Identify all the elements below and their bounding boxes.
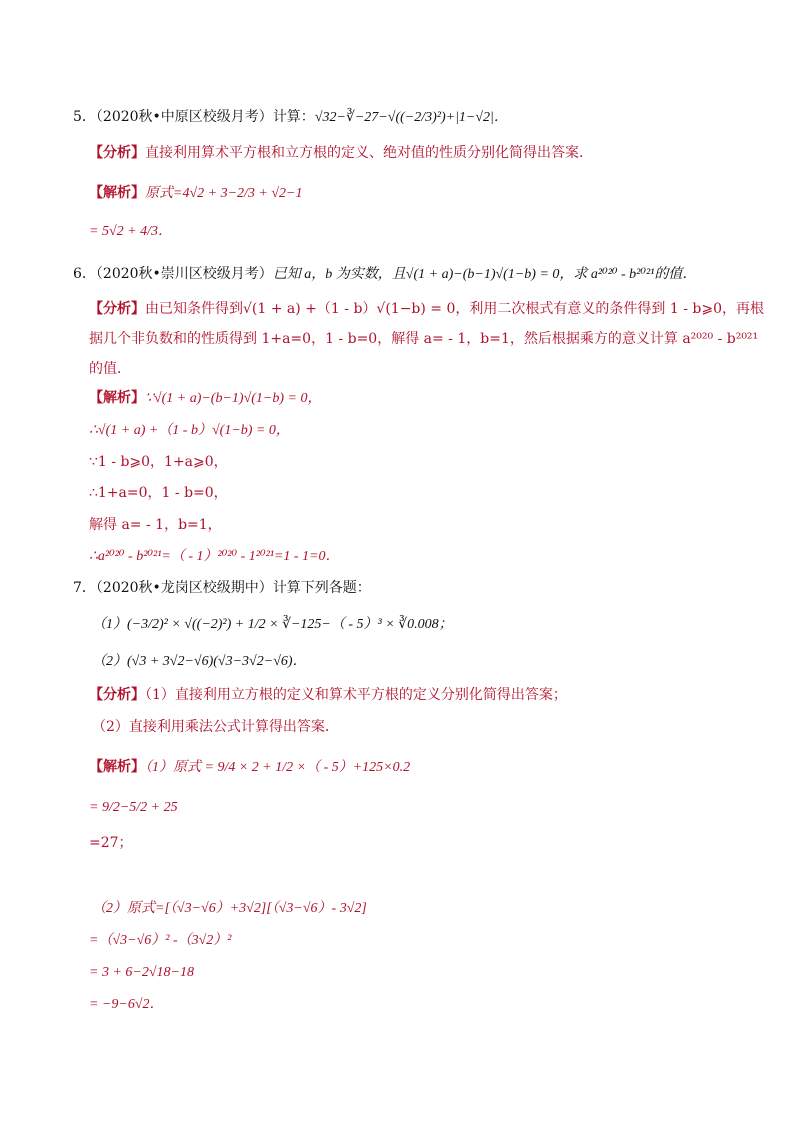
solution-line: ∵1 - b⩾0，1+a⩾0，: [89, 454, 228, 470]
solution-line: ∴√(1 + a) +（1 - b）√(1−b) = 0，: [89, 423, 290, 438]
q7-solution: [89, 757, 410, 778]
solution-line: = −9−6√2．: [89, 997, 164, 1012]
q5-solution: [89, 183, 303, 204]
analysis-label: 【分析】: [89, 687, 145, 703]
solution-line: （2）原式=[（√3−√6）+3√2][（√3−√6）- 3√2]: [92, 901, 367, 916]
q5-stem: [73, 107, 508, 128]
solution-line: = 3 + 6−2√18−18: [89, 965, 194, 980]
analysis-text: （1）直接利用立方根的定义和算术平方根的定义分别化简得出答案；: [145, 687, 567, 703]
solution-line: 解得 a= - 1，b=1，: [89, 517, 222, 533]
solution-line: （1）原式 = 9/4 × 2 + 1/2 ×（ - 5）+125×0.2: [145, 760, 411, 775]
q5-number: 5．: [73, 109, 96, 125]
q6-source: （2020秋•崇川区校级月考）: [95, 266, 273, 282]
solution-label: 【解析】: [89, 185, 145, 201]
q6-stem: [73, 264, 696, 285]
analysis-text: 据几个非负数和的性质得到 1+a=0，1 - b=0，解得 a= - 1，b=1，然后根据乘方的意义计算 a²⁰²⁰ - b²⁰²¹: [89, 331, 759, 347]
q7-part-1: （1）(−3/2)² × √((−2)²) + 1/2 × ∛−125−（ - 5）³ × ∛0.008；: [92, 617, 453, 632]
analysis-label: 【分析】: [89, 301, 145, 317]
solution-line: =27；: [89, 835, 133, 851]
analysis-text: （2）直接利用乘法公式计算得出答案．: [92, 719, 339, 735]
solution-label: 【解析】: [89, 390, 145, 406]
solution-line: =（√3−√6）² -（3√2）²: [89, 933, 232, 948]
solution-label: 【解析】: [89, 759, 145, 775]
q7-part-2: （2）(√3 + 3√2−√6)(√3−3√2−√6)．: [92, 654, 307, 669]
q6-analysis: [89, 299, 764, 319]
analysis-text: 的值．: [89, 361, 131, 377]
q5-analysis: [89, 143, 593, 163]
q7-stem-text: 计算下列各题：: [272, 580, 371, 596]
q7-stem: [73, 578, 371, 598]
q7-analysis: [89, 685, 567, 705]
q5-source: （2020秋•中原区校级月考）: [95, 109, 273, 125]
q6-number: 6．: [73, 266, 96, 282]
analysis-text: 由已知条件得到√(1 + a) +（1 - b）√(1−b) = 0，利用二次根式有意义的条件得到 1 - b⩾0，再根: [145, 301, 764, 317]
q7-source: （2020秋•龙岗区校级期中）: [95, 580, 273, 596]
solution-line: 原式=4√2 + 3−2/3 + √2−1: [145, 186, 303, 201]
q6-stem-text: 已知 a，b 为实数，且√(1 + a)−(b−1)√(1−b) = 0，求 a²⁰²⁰ - b²⁰²¹的值．: [272, 267, 697, 282]
q5-stem-math: √32−∛−27−√((−2/3)²)+|1−√2|．: [314, 110, 508, 125]
solution-line: ∴a²⁰²⁰ - b²⁰²¹=（ - 1）²⁰²⁰ - 1²⁰²¹=1 - 1=0．: [89, 549, 340, 564]
solution-line: ∴1+a=0，1 - b=0，: [89, 485, 228, 501]
q5-stem-prefix: 计算：: [272, 109, 315, 125]
analysis-label: 【分析】: [89, 145, 145, 161]
solution-line: = 9/2−5/2 + 25: [89, 800, 178, 815]
analysis-text: 直接利用算术平方根和立方根的定义、绝对值的性质分别化简得出答案．: [145, 145, 593, 161]
solution-line: = 5√2 + 4/3．: [89, 224, 172, 239]
q6-solution: [89, 388, 321, 409]
q7-number: 7．: [73, 580, 96, 596]
solution-line: ∵√(1 + a)−(b−1)√(1−b) = 0，: [145, 391, 322, 406]
